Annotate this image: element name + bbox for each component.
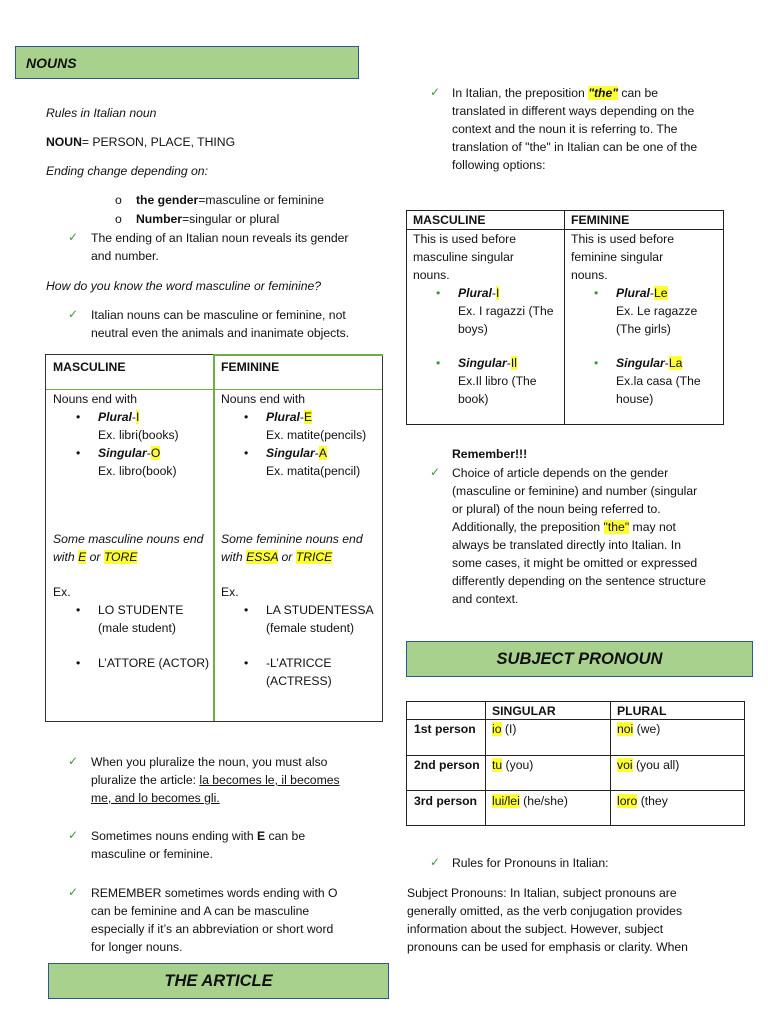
- art-masc-plural-ex: [458, 302, 554, 338]
- bullet-icon: •: [76, 656, 81, 670]
- fem-singular-dash: -: [314, 446, 319, 460]
- prep-line-1b: can be: [618, 86, 659, 100]
- choice-line-5: always be translated directly into Italian. In: [452, 538, 681, 552]
- masc-ex: Ex.: [53, 585, 71, 599]
- art-masc-plural-label: Plural: [458, 286, 492, 300]
- art-masc-singular-ex: [458, 372, 537, 408]
- pluralize-line-2: [91, 771, 340, 789]
- choice-the: "the": [603, 520, 630, 534]
- check-icon: ✓: [430, 465, 441, 479]
- fem-singular: [266, 444, 327, 462]
- choice-line-4: [452, 518, 706, 536]
- remember-line-3: especially if it’s an abbreviation or short word: [91, 922, 334, 936]
- masc-ex2: L’ATTORE (ACTOR): [98, 656, 210, 670]
- art-fem-plural-art: Le: [653, 286, 668, 300]
- art-masc-plural-ex-1: Ex. I ragazzi (The: [458, 304, 554, 318]
- article-table: [406, 210, 724, 425]
- gender-table-divider: [213, 355, 215, 721]
- sp-line-2: generally omitted, as the verb conjugation provides: [407, 904, 683, 918]
- pronoun-noi: noi: [617, 722, 634, 736]
- prep-line-1a: In Italian, the preposition: [452, 86, 589, 100]
- masc-singular-dash: -: [146, 446, 151, 460]
- e-line-1b: E: [256, 829, 266, 843]
- pronoun-voi: voi: [617, 758, 633, 772]
- pronoun-row-1-singular: [492, 720, 516, 738]
- fem-intro: Nouns end with: [221, 392, 306, 406]
- subject-pronoun-title: SUBJECT PRONOUN: [496, 650, 663, 668]
- art-masc-intro-1: This is used before: [413, 232, 516, 246]
- art-fem-plural-label: Plural: [616, 286, 650, 300]
- noun-definition: [46, 133, 235, 151]
- noun-def-rest: = PERSON, PLACE, THING: [81, 135, 236, 149]
- pluralize-line-2a: pluralize the article:: [91, 773, 200, 787]
- masc-singular: [98, 444, 160, 462]
- masc-singular-end: O: [150, 446, 161, 460]
- art-fem-plural: [616, 284, 668, 302]
- e-ending-text: [91, 827, 305, 863]
- art-masc-singular-dash: -: [506, 356, 511, 370]
- bullet-icon: •: [244, 603, 249, 617]
- neutral-text: [91, 306, 349, 342]
- sp-line-3: information about the subject. However, subject: [407, 922, 664, 936]
- bullet-icon: •: [436, 286, 441, 300]
- bullet-icon: •: [244, 410, 249, 424]
- choice-line-6: some cases, it might be omitted or expressed: [452, 556, 698, 570]
- fem-some-1: Some feminine nouns end: [221, 532, 363, 546]
- art-fem-intro-2: feminine singular: [571, 250, 664, 264]
- gender-bold: the gender: [136, 193, 199, 207]
- pronoun-row-2-person: 2nd person: [414, 758, 480, 772]
- prep-line-2: translated in different ways depending on the: [452, 104, 695, 118]
- pronoun-tu: tu: [492, 758, 503, 772]
- nouns-title: NOUNS: [26, 54, 77, 71]
- pronoun-io: io: [492, 722, 502, 736]
- masc-plural: [98, 408, 139, 426]
- circle-bullet-icon: o: [115, 193, 122, 207]
- pronoun-lui-lei: lui/lei: [492, 794, 520, 808]
- fem-ex2-line1: -L’ATRICCE: [266, 656, 332, 670]
- art-masc-plural-ex-2: boys): [458, 322, 488, 336]
- art-masc-plural-art: I: [495, 286, 500, 300]
- fem-plural-dash: -: [299, 410, 304, 424]
- pronoun-row-2-singular: [492, 756, 533, 774]
- number-bold: Number: [136, 212, 183, 226]
- choice-line-4c: may not: [629, 520, 676, 534]
- pluralize-line-1: When you pluralize the noun, you must also: [91, 755, 328, 769]
- choice-text: [452, 464, 706, 608]
- check-icon: ✓: [68, 307, 79, 321]
- pluralize-text: [91, 753, 340, 807]
- fem-plural-ex: Ex. matite(pencils): [266, 428, 367, 442]
- masc-ex1-line1: LO STUDENTE: [98, 603, 184, 617]
- art-fem-singular-ex-2: house): [616, 392, 654, 406]
- rules-pronouns: Rules for Pronouns in Italian:: [452, 856, 609, 870]
- masc-singular-label: Singular: [98, 446, 147, 460]
- subject-pronoun-banner: [406, 641, 753, 677]
- bullet-icon: •: [594, 286, 599, 300]
- remember-line-2: can be feminine and A can be masculine: [91, 904, 310, 918]
- fem-singular-end: A: [318, 446, 327, 460]
- remember-line-4: for longer nouns.: [91, 940, 183, 954]
- reveal-line-2: and number.: [91, 249, 159, 263]
- pronoun-row-3-plural: [617, 792, 668, 810]
- art-fem-intro-3: nouns.: [571, 268, 608, 282]
- check-icon: ✓: [430, 85, 441, 99]
- pronoun-io-trans: (I): [501, 722, 517, 736]
- bullet-icon: •: [76, 446, 81, 460]
- masc-plural-dash: -: [131, 410, 136, 424]
- fem-ex2-line2: (ACTRESS): [266, 674, 332, 688]
- choice-line-8: and context.: [452, 592, 519, 606]
- check-icon: ✓: [68, 230, 79, 244]
- article-title: THE ARTICLE: [164, 972, 273, 990]
- pronoun-row-3-person: 3rd person: [414, 794, 477, 808]
- pluralize-line-3: me, and lo becomes gli.: [91, 791, 220, 805]
- question-text: How do you know the word masculine or feminine?: [46, 279, 322, 293]
- prep-line-1: [452, 84, 697, 102]
- bullet-icon: •: [436, 356, 441, 370]
- choice-line-1: Choice of article depends on the gender: [452, 466, 669, 480]
- reveal-line-1: The ending of an Italian noun reveals its gender: [91, 231, 349, 245]
- e-line-1c: can be: [265, 829, 306, 843]
- nouns-banner: [15, 46, 359, 79]
- art-fem-plural-ex-2: (The girls): [616, 322, 671, 336]
- pronoun-table-col: [485, 702, 486, 825]
- choice-line-3: or plural) of the noun being referred to.: [452, 502, 661, 516]
- art-fem-singular-ex: [616, 372, 701, 408]
- article-table-divider: [564, 211, 565, 424]
- bullet-icon: •: [594, 356, 599, 370]
- pronoun-header-plural: PLURAL: [617, 704, 667, 718]
- art-masc-header: MASCULINE: [413, 213, 486, 227]
- fem-singular-label: Singular: [266, 446, 315, 460]
- choice-line-7: differently depending on the sentence structure: [452, 574, 706, 588]
- fem-ex1: [266, 601, 374, 637]
- check-icon: ✓: [68, 885, 79, 899]
- sp-line-4: pronouns can be used for emphasis or clarity. When: [407, 940, 688, 954]
- circle-bullet-icon: o: [115, 212, 122, 226]
- art-fem-intro: [571, 230, 674, 284]
- art-masc-singular-label: Singular: [458, 356, 507, 370]
- choice-line-2: (masculine or feminine) and number (singular: [452, 484, 698, 498]
- fem-plural: [266, 408, 312, 426]
- preposition-text: [452, 84, 697, 174]
- prep-line-5: following options:: [452, 158, 546, 172]
- e-line-1: [91, 827, 305, 845]
- e-line-2: masculine or feminine.: [91, 847, 213, 861]
- reveal-text: [91, 229, 348, 265]
- pronoun-row-1-plural: [617, 720, 660, 738]
- masc-some-e: E: [78, 550, 87, 564]
- number-line: [136, 210, 279, 228]
- art-masc-singular-ex-2: book): [458, 392, 489, 406]
- pronoun-header-singular: SINGULAR: [492, 704, 556, 718]
- bullet-icon: •: [76, 410, 81, 424]
- ending-change: Ending change depending on:: [46, 164, 208, 178]
- gender-table-top-green: [213, 354, 383, 356]
- check-icon: ✓: [68, 828, 79, 842]
- fem-singular-ex: Ex. matita(pencil): [266, 464, 361, 478]
- fem-some-or: or: [278, 550, 296, 564]
- prep-line-4: translation of "the" in Italian can be one of the: [452, 140, 698, 154]
- masc-some-2: [53, 548, 137, 566]
- art-masc-plural-dash: -: [491, 286, 496, 300]
- pronoun-row-2-plural: [617, 756, 679, 774]
- gender-line: [136, 191, 324, 209]
- art-fem-singular-label: Singular: [616, 356, 665, 370]
- art-masc-intro-3: nouns.: [413, 268, 450, 282]
- gender-rest: =masculine or feminine: [198, 193, 324, 207]
- art-fem-singular-ex-1: Ex.la casa (The: [616, 374, 701, 388]
- pronoun-loro-trans: (they: [637, 794, 668, 808]
- gender-table: [45, 354, 383, 722]
- pronoun-noi-trans: (we): [633, 722, 661, 736]
- art-fem-intro-1: This is used before: [571, 232, 674, 246]
- masc-ex1-line2: (male student): [98, 621, 176, 635]
- subject-pronoun-paragraph: [407, 884, 688, 956]
- check-icon: ✓: [68, 754, 79, 768]
- remember-text: [91, 884, 338, 956]
- fem-ex: Ex.: [221, 585, 239, 599]
- masc-some-with: with: [53, 550, 79, 564]
- art-fem-singular-dash: -: [664, 356, 669, 370]
- fem-plural-label: Plural: [266, 410, 300, 424]
- art-masc-singular: [458, 354, 517, 372]
- masc-intro: Nouns end with: [53, 392, 138, 406]
- pronoun-table-col: [610, 702, 611, 825]
- masc-plural-label: Plural: [98, 410, 132, 424]
- art-fem-header: FEMININE: [571, 213, 630, 227]
- art-fem-plural-ex: [616, 302, 697, 338]
- pronoun-table: [406, 701, 745, 826]
- pronoun-lui-lei-trans: (he/she): [519, 794, 568, 808]
- neutral-line-1: Italian nouns can be masculine or feminine, not: [91, 308, 346, 322]
- fem-header: FEMININE: [221, 360, 280, 374]
- pronoun-table-line: [407, 790, 744, 791]
- prep-line-3: context and the noun it is referring to. The: [452, 122, 678, 136]
- fem-ex1-line1: LA STUDENTESSA: [266, 603, 374, 617]
- pluralize-line-2b: la becomes le, il becomes: [199, 773, 340, 787]
- pronoun-tu-trans: (you): [502, 758, 534, 772]
- masc-header: MASCULINE: [53, 360, 126, 374]
- fem-ex2: [266, 654, 332, 690]
- pronoun-voi-trans: (you all): [632, 758, 680, 772]
- masc-singular-ex: Ex. libro(book): [98, 464, 177, 478]
- remember-title: Remember!!!: [452, 447, 528, 461]
- bullet-icon: •: [244, 656, 249, 670]
- masc-plural-ex: Ex. libri(books): [98, 428, 179, 442]
- art-fem-singular: [616, 354, 682, 372]
- remember-line-1: REMEMBER sometimes words ending with O: [91, 886, 338, 900]
- prep-the: "the": [588, 86, 619, 100]
- art-masc-singular-art: Il: [510, 356, 517, 370]
- masc-some-1: Some masculine nouns end: [53, 532, 204, 546]
- art-fem-plural-dash: -: [649, 286, 654, 300]
- e-line-1a: Sometimes nouns ending with: [91, 829, 257, 843]
- masc-some-tore: TORE: [103, 550, 138, 564]
- pronoun-row-1-person: 1st person: [414, 722, 476, 736]
- art-fem-plural-ex-1: Ex. Le ragazze: [616, 304, 698, 318]
- art-masc-intro: [413, 230, 516, 284]
- fem-some-trice: TRICE: [295, 550, 333, 564]
- art-masc-singular-ex-1: Ex.Il libro (The: [458, 374, 537, 388]
- pronoun-loro: loro: [617, 794, 638, 808]
- number-rest: =singular or plural: [182, 212, 280, 226]
- article-banner: [48, 963, 389, 999]
- art-masc-intro-2: masculine singular: [413, 250, 514, 264]
- rules-label: Rules in Italian noun: [46, 106, 157, 120]
- bullet-icon: •: [76, 603, 81, 617]
- masc-plural-end: I: [135, 410, 140, 424]
- fem-some-2: [221, 548, 332, 566]
- neutral-line-2: neutral even the animals and inanimate objects.: [91, 326, 350, 340]
- masc-some-or: or: [86, 550, 104, 564]
- masc-ex1: [98, 601, 183, 637]
- fem-ex1-line2: (female student): [266, 621, 355, 635]
- bullet-icon: •: [244, 446, 249, 460]
- fem-some-with: with: [221, 550, 247, 564]
- sp-line-1: Subject Pronouns: In Italian, subject pronouns are: [407, 886, 677, 900]
- check-icon: ✓: [430, 855, 441, 869]
- fem-some-essa: ESSA: [246, 550, 279, 564]
- art-fem-singular-art: La: [668, 356, 683, 370]
- art-masc-plural: [458, 284, 499, 302]
- fem-plural-end: E: [303, 410, 313, 424]
- pronoun-row-3-singular: [492, 792, 568, 810]
- choice-line-4a: Additionally, the preposition: [452, 520, 604, 534]
- noun-def-bold: NOUN: [46, 135, 82, 149]
